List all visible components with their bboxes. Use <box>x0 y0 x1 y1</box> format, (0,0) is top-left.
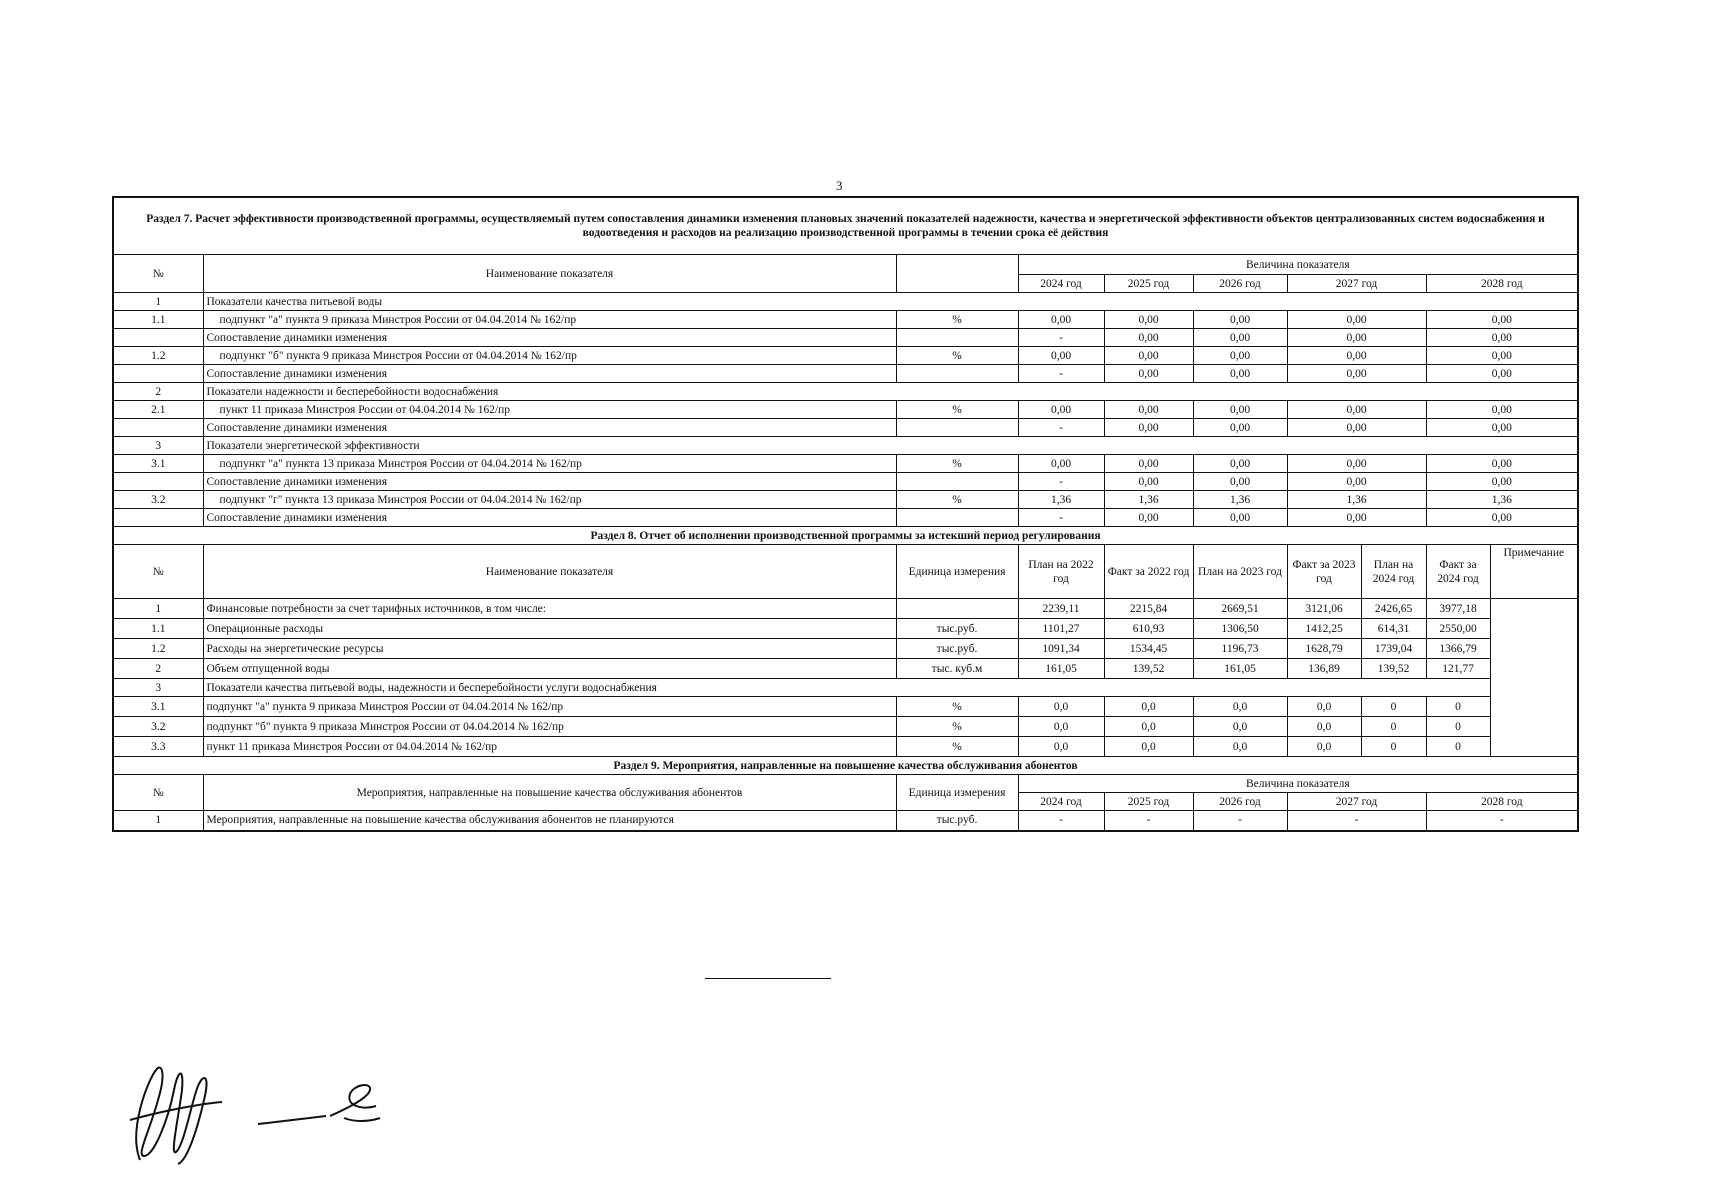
row-value: - <box>1018 365 1104 383</box>
row-num: 3.1 <box>113 455 203 473</box>
row-value: 1,36 <box>1287 491 1426 509</box>
row-unit: % <box>896 737 1018 757</box>
section9-title: Раздел 9. Мероприятия, направленные на повышение качества обслуживания абонентов <box>113 757 1578 775</box>
section8-row <box>113 697 1578 717</box>
row-value: 0 <box>1361 697 1426 717</box>
row-group-name: Показатели качества питьевой воды <box>203 293 1578 311</box>
row-unit <box>896 329 1018 347</box>
row-value: 0,0 <box>1287 717 1361 737</box>
row-value: 1739,04 <box>1361 639 1426 659</box>
row-value: 0,0 <box>1193 697 1287 717</box>
row-unit: % <box>896 311 1018 329</box>
section8-header-row <box>113 545 1578 599</box>
section8-row <box>113 599 1578 619</box>
row-value: 0,00 <box>1426 311 1578 329</box>
row-unit <box>896 509 1018 527</box>
row-num: 1.1 <box>113 619 203 639</box>
row-unit: тыс.руб. <box>896 639 1018 659</box>
row-unit <box>896 365 1018 383</box>
row-value: 0,00 <box>1018 347 1104 365</box>
row-value: 0,00 <box>1104 365 1193 383</box>
row-unit: % <box>896 697 1018 717</box>
bottom-divider <box>705 978 831 979</box>
row-value: 0,00 <box>1426 365 1578 383</box>
row-name: Сопоставление динамики изменения <box>203 329 896 347</box>
row-name: подпункт "а" пункта 9 приказа Минстроя России от 04.04.2014 № 162/пр <box>203 311 896 329</box>
row-value: 0,00 <box>1426 455 1578 473</box>
section7-row <box>113 401 1578 419</box>
section7-row <box>113 383 1578 401</box>
row-num: 3 <box>113 679 203 697</box>
row-value: 0,00 <box>1104 401 1193 419</box>
row-value: 0 <box>1426 697 1490 717</box>
row-value: 1101,27 <box>1018 619 1104 639</box>
section9-title-row <box>113 757 1578 775</box>
header-year: 2028 год <box>1426 275 1578 293</box>
row-value: 0,0 <box>1104 717 1193 737</box>
row-value: - <box>1104 811 1193 831</box>
row-value: 2215,84 <box>1104 599 1193 619</box>
row-value: 0,00 <box>1287 365 1426 383</box>
row-num: 1 <box>113 293 203 311</box>
row-value: 0,00 <box>1104 509 1193 527</box>
row-num: 2 <box>113 659 203 679</box>
header-name: Мероприятия, направленные на повышение качества обслуживания абонентов <box>203 775 896 811</box>
row-value: 0,00 <box>1104 473 1193 491</box>
row-value: 1306,50 <box>1193 619 1287 639</box>
row-value: 0,00 <box>1104 419 1193 437</box>
row-name: Сопоставление динамики изменения <box>203 473 896 491</box>
row-value: - <box>1193 811 1287 831</box>
row-value: 1,36 <box>1018 491 1104 509</box>
row-value: 0,0 <box>1193 717 1287 737</box>
header-year: 2027 год <box>1287 793 1426 811</box>
section7-row <box>113 455 1578 473</box>
header-unit: Единица измерения <box>896 545 1018 599</box>
row-value: 0,00 <box>1104 347 1193 365</box>
row-value: 0,00 <box>1426 473 1578 491</box>
row-unit <box>896 419 1018 437</box>
header-num: № <box>113 255 203 293</box>
row-value: 2669,51 <box>1193 599 1287 619</box>
row-value: 161,05 <box>1193 659 1287 679</box>
row-value: 614,31 <box>1361 619 1426 639</box>
row-value: 0,00 <box>1287 329 1426 347</box>
row-value: 1091,34 <box>1018 639 1104 659</box>
header-name: Наименование показателя <box>203 545 896 599</box>
header-year: 2025 год <box>1104 275 1193 293</box>
section7-row <box>113 311 1578 329</box>
row-value: 0,00 <box>1018 311 1104 329</box>
row-name: подпункт "а" пункта 9 приказа Минстроя России от 04.04.2014 № 162/пр <box>203 697 896 717</box>
row-value: 0 <box>1361 737 1426 757</box>
row-name: подпункт "а" пункта 13 приказа Минстроя России от 04.04.2014 № 162/пр <box>203 455 896 473</box>
row-value: 0,0 <box>1287 697 1361 717</box>
row-name: подпункт "б" пункта 9 приказа Минстроя России от 04.04.2014 № 162/пр <box>203 717 896 737</box>
row-value: 1,36 <box>1193 491 1287 509</box>
row-num <box>113 329 203 347</box>
row-value: - <box>1018 509 1104 527</box>
row-value: 1196,73 <box>1193 639 1287 659</box>
signature-image <box>118 1060 388 1170</box>
section7-row <box>113 473 1578 491</box>
row-num <box>113 419 203 437</box>
row-value: 0,0 <box>1287 737 1361 757</box>
row-num <box>113 509 203 527</box>
section9-row <box>113 811 1578 831</box>
row-value: - <box>1287 811 1426 831</box>
row-value: - <box>1018 811 1104 831</box>
row-num <box>113 473 203 491</box>
section9-header-row <box>113 775 1578 793</box>
row-value: 1534,45 <box>1104 639 1193 659</box>
row-unit: % <box>896 455 1018 473</box>
row-value: 139,52 <box>1361 659 1426 679</box>
section7-row <box>113 365 1578 383</box>
row-value: 1412,25 <box>1287 619 1361 639</box>
row-name: подпункт "г" пункта 13 приказа Минстроя России от 04.04.2014 № 162/пр <box>203 491 896 509</box>
row-unit <box>896 599 1018 619</box>
row-name: Расходы на энергетические ресурсы <box>203 639 896 659</box>
row-value: 0,00 <box>1193 419 1287 437</box>
row-value: 2426,65 <box>1361 599 1426 619</box>
row-value: 0,00 <box>1193 455 1287 473</box>
header-period: План на 2023 год <box>1193 545 1287 599</box>
row-unit <box>896 473 1018 491</box>
header-year: 2024 год <box>1018 793 1104 811</box>
section7-row <box>113 293 1578 311</box>
header-period: Факт за 2024 год <box>1426 545 1490 599</box>
row-name: Сопоставление динамики изменения <box>203 365 896 383</box>
row-unit: % <box>896 401 1018 419</box>
row-value: 0,00 <box>1104 329 1193 347</box>
header-year: 2027 год <box>1287 275 1426 293</box>
row-name: Финансовые потребности за счет тарифных источников, в том числе: <box>203 599 896 619</box>
header-num: № <box>113 775 203 811</box>
row-value: - <box>1426 811 1578 831</box>
header-unit: Единица измерения <box>896 775 1018 811</box>
row-value: 0,00 <box>1287 347 1426 365</box>
section8-row <box>113 679 1578 697</box>
row-value: 0,00 <box>1426 509 1578 527</box>
row-num: 1.2 <box>113 347 203 365</box>
row-value: 1628,79 <box>1287 639 1361 659</box>
note-cell <box>1490 599 1578 757</box>
section7-row <box>113 437 1578 455</box>
section8-title-row <box>113 527 1578 545</box>
row-value: - <box>1018 329 1104 347</box>
row-value: 0,00 <box>1287 419 1426 437</box>
page-number: 3 <box>836 178 843 193</box>
row-value: 121,77 <box>1426 659 1490 679</box>
header-year: 2024 год <box>1018 275 1104 293</box>
row-value: 2239,11 <box>1018 599 1104 619</box>
row-value: 0,0 <box>1104 737 1193 757</box>
header-value: Величина показателя <box>1018 775 1578 793</box>
row-value: 0,0 <box>1018 717 1104 737</box>
row-num: 2.1 <box>113 401 203 419</box>
section7-row <box>113 419 1578 437</box>
row-group-name: Показатели надежности и бесперебойности водоснабжения <box>203 383 1578 401</box>
row-num: 3.1 <box>113 697 203 717</box>
row-unit: тыс.руб. <box>896 811 1018 831</box>
row-value: 0,0 <box>1104 697 1193 717</box>
row-value: 610,93 <box>1104 619 1193 639</box>
row-value: 0,00 <box>1287 473 1426 491</box>
row-value: 0,0 <box>1018 737 1104 757</box>
row-value: 0,00 <box>1193 401 1287 419</box>
header-unit-empty <box>896 255 1018 293</box>
row-value: 0,00 <box>1287 509 1426 527</box>
row-value: 0,00 <box>1193 347 1287 365</box>
row-value: 0,00 <box>1018 401 1104 419</box>
section8-row <box>113 717 1578 737</box>
header-value: Величина показателя <box>1018 255 1578 275</box>
section7-title: Раздел 7. Расчет эффективности производственной программы, осуществляемый путем сопоставления динамики изменения плановых значений показателей надежности, качества и энергетической эффективности объектов централизованных систем водоснабжения и водоотведения и расходов на реализацию производственной программы в течении срока её действия <box>113 197 1578 255</box>
header-note: Примечание <box>1490 545 1578 599</box>
row-value: 0 <box>1426 717 1490 737</box>
row-value: 3121,06 <box>1287 599 1361 619</box>
row-value: 1,36 <box>1104 491 1193 509</box>
header-period: План на 2024 год <box>1361 545 1426 599</box>
row-num: 3 <box>113 437 203 455</box>
row-value: 0,00 <box>1193 473 1287 491</box>
row-name: Сопоставление динамики изменения <box>203 509 896 527</box>
row-num: 1 <box>113 599 203 619</box>
row-value: 0,00 <box>1287 311 1426 329</box>
section8-row <box>113 619 1578 639</box>
row-value: - <box>1018 419 1104 437</box>
row-unit: % <box>896 347 1018 365</box>
row-value: 0,00 <box>1426 347 1578 365</box>
row-value: - <box>1018 473 1104 491</box>
row-value: 1366,79 <box>1426 639 1490 659</box>
row-name: Сопоставление динамики изменения <box>203 419 896 437</box>
row-value: 0,00 <box>1426 401 1578 419</box>
section7-row <box>113 491 1578 509</box>
row-value: 0,00 <box>1104 311 1193 329</box>
row-value: 0,00 <box>1426 419 1578 437</box>
row-value: 0,0 <box>1018 697 1104 717</box>
row-name: подпункт "б" пункта 9 приказа Минстроя России от 04.04.2014 № 162/пр <box>203 347 896 365</box>
report-table <box>112 196 1579 832</box>
row-value: 0,00 <box>1193 329 1287 347</box>
row-unit: тыс. куб.м <box>896 659 1018 679</box>
header-period: Факт за 2022 год <box>1104 545 1193 599</box>
section8-row <box>113 639 1578 659</box>
header-period: Факт за 2023 год <box>1287 545 1361 599</box>
row-unit: тыс.руб. <box>896 619 1018 639</box>
section7-row <box>113 347 1578 365</box>
row-value: 0,00 <box>1018 455 1104 473</box>
row-value: 0,0 <box>1193 737 1287 757</box>
row-group-name: Показатели энергетической эффективности <box>203 437 1578 455</box>
row-num <box>113 365 203 383</box>
row-num: 3.2 <box>113 717 203 737</box>
row-num: 1 <box>113 811 203 831</box>
row-value: 1,36 <box>1426 491 1578 509</box>
row-name: пункт 11 приказа Минстроя России от 04.04.2014 № 162/пр <box>203 737 896 757</box>
header-num: № <box>113 545 203 599</box>
section7-header-row <box>113 255 1578 275</box>
row-value: 0,00 <box>1193 365 1287 383</box>
row-num: 3.2 <box>113 491 203 509</box>
row-value: 3977,18 <box>1426 599 1490 619</box>
header-name: Наименование показателя <box>203 255 896 293</box>
row-value: 139,52 <box>1104 659 1193 679</box>
row-value: 0 <box>1361 717 1426 737</box>
row-num: 1.2 <box>113 639 203 659</box>
section8-row <box>113 737 1578 757</box>
row-unit: % <box>896 717 1018 737</box>
header-year: 2026 год <box>1193 275 1287 293</box>
section7-row <box>113 329 1578 347</box>
row-value: 0,00 <box>1193 311 1287 329</box>
row-name: Объем отпущенной воды <box>203 659 896 679</box>
section8-title: Раздел 8. Отчет об исполнении производственной программы за истекший период регулирования <box>113 527 1578 545</box>
row-value: 136,89 <box>1287 659 1361 679</box>
row-group-name: Показатели качества питьевой воды, надежности и бесперебойности услуги водоснабжения <box>203 679 1490 697</box>
row-value: 0,00 <box>1426 329 1578 347</box>
row-num: 3.3 <box>113 737 203 757</box>
row-num: 1.1 <box>113 311 203 329</box>
header-year: 2025 год <box>1104 793 1193 811</box>
row-value: 0 <box>1426 737 1490 757</box>
section7-row <box>113 509 1578 527</box>
row-value: 161,05 <box>1018 659 1104 679</box>
header-year: 2026 год <box>1193 793 1287 811</box>
row-value: 0,00 <box>1287 455 1426 473</box>
row-value: 2550,00 <box>1426 619 1490 639</box>
row-value: 0,00 <box>1193 509 1287 527</box>
header-period: План на 2022 год <box>1018 545 1104 599</box>
row-name: Операционные расходы <box>203 619 896 639</box>
row-num: 2 <box>113 383 203 401</box>
row-name: пункт 11 приказа Минстроя России от 04.04.2014 № 162/пр <box>203 401 896 419</box>
row-value: 0,00 <box>1287 401 1426 419</box>
row-name: Мероприятия, направленные на повышение качества обслуживания абонентов не планируются <box>203 811 896 831</box>
section7-title-row <box>113 197 1578 255</box>
header-year: 2028 год <box>1426 793 1578 811</box>
row-value: 0,00 <box>1104 455 1193 473</box>
row-unit: % <box>896 491 1018 509</box>
section8-row <box>113 659 1578 679</box>
